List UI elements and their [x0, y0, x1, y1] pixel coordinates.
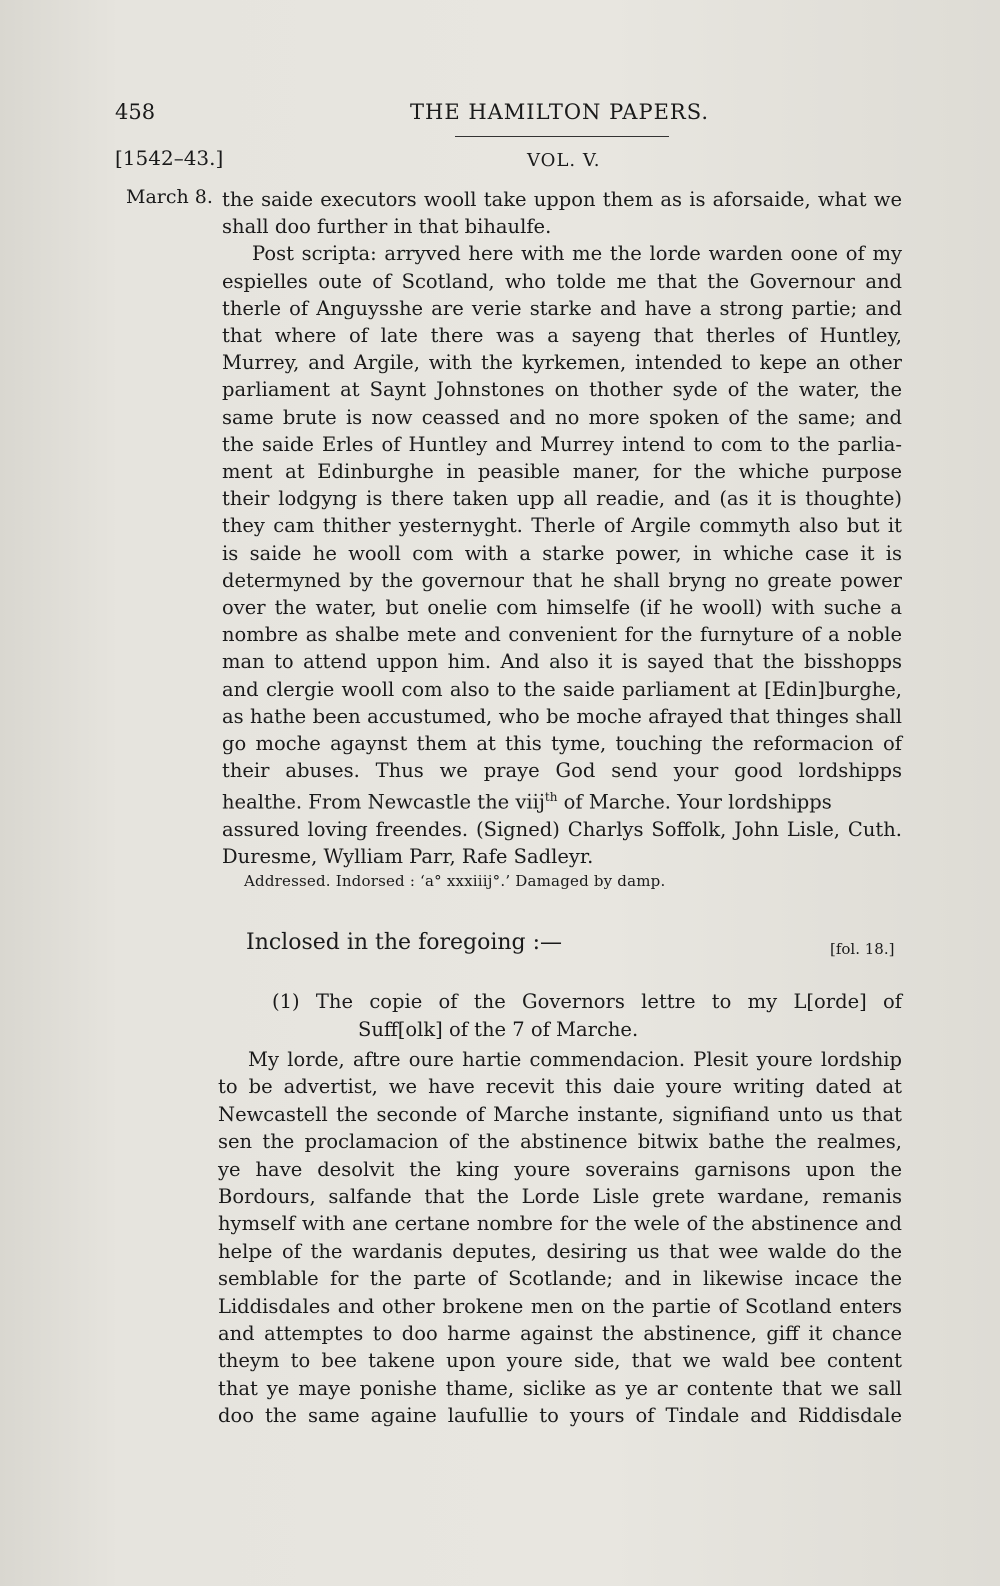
text-line: parliament at Saynt Johnstones on thother syde of the water, the: [222, 378, 902, 402]
text-line: they cam thither yesternyght. Therle of Argile commyth also but it: [222, 514, 902, 538]
text-line: sen the proclamacion of the abstinence bitwix bathe the realmes,: [218, 1130, 902, 1154]
text-line: that where of late there was a sayeng that therles of Huntley,: [222, 324, 902, 348]
margin-date: March 8.: [126, 186, 213, 208]
text-line: and clergie wooll com also to the saide parliament at [Edin]burghe,: [222, 677, 902, 701]
text-line: as hathe been accustumed, who be moche afrayed that thinges shall: [222, 704, 902, 728]
superscript: th: [544, 790, 558, 805]
text-line: Duresme, Wylliam Parr, Rafe Sadleyr.: [222, 845, 594, 869]
text-line: determyned by the governour that he shall bryng no greate power: [222, 568, 902, 592]
title-line: (1) The copie of the Governors lettre to my L[orde] of: [272, 990, 902, 1013]
text-line: doo the same againe laufullie to yours of Tindale and Riddisdale: [218, 1404, 902, 1428]
text-line: ment at Edinburghe in peasible maner, for the whiche purpose: [222, 460, 902, 484]
text-line: Post scripta: arryved here with me the lorde warden oone of my: [252, 242, 902, 266]
text-line: theym to bee takene upon youre side, that we wald bee content: [218, 1349, 902, 1373]
page-number: 458: [115, 100, 156, 124]
text-line: assured loving freendes. (Signed) Charlys Soffolk, John Lisle, Cuth.: [222, 818, 902, 842]
text-line: semblable for the parte of Scotlande; and in likewise incace the: [218, 1267, 902, 1291]
text-line: their lodgyng is there taken upp all readie, and (as it is thoughte): [222, 487, 902, 511]
text-fragment: of Marche. Your lordshipps: [557, 790, 832, 814]
text-line: is saide he wooll com with a starke power, in whiche case it is: [222, 541, 902, 565]
text-line: shall doo further in that bihaulfe.: [222, 215, 552, 239]
folio-reference: [fol. 18.]: [830, 940, 895, 958]
text-line: over the water, but onelie com himselfe (if he wooll) with suche a: [222, 596, 902, 620]
text-line: go moche agaynst them at this tyme, touching the reformacion of: [222, 732, 902, 756]
text-line: helpe of the wardanis deputes, desiring us that wee walde do the: [218, 1239, 902, 1263]
text-line: man to attend uppon him. And also it is sayed that the bisshopps: [222, 650, 902, 674]
enclosure-heading: Inclosed in the foregoing :—: [246, 930, 563, 955]
text-line: that ye maye ponishe thame, siclike as ye ar contente that we sall: [218, 1376, 902, 1400]
title-line: Suff[olk] of the 7 of Marche.: [358, 1018, 639, 1041]
text-line: ye have desolvit the king youre soverains garnisons upon the: [218, 1157, 902, 1181]
text-line: therle of Anguysshe are verie starke and have a strong partie; and: [222, 296, 902, 320]
enclosure-title: [272, 988, 902, 1044]
text-line: the saide Erles of Huntley and Murrey intend to com to the parlia-: [222, 432, 902, 456]
text-fragment: healthe. From Newcastle the viij: [222, 790, 545, 814]
text-line: their abuses. Thus we praye God send your good lordshipps: [222, 759, 902, 783]
text-line: Bordours, salfande that the Lorde Lisle grete wardane, remanis: [218, 1185, 902, 1209]
text-line: and attemptes to doo harme against the abstinence, giff it chance: [218, 1322, 902, 1346]
text-line: My lorde, aftre oure hartie commendacion. Plesit youre lordship: [248, 1048, 902, 1071]
text-line: hymself with ane certane nombre for the wele of the abstinence and: [218, 1212, 902, 1236]
date-range: [1542–43.]: [115, 146, 224, 170]
running-head: THE HAMILTON PAPERS.: [410, 100, 710, 124]
text-line: the saide executors wooll take uppon them as is aforsaide, what we: [222, 188, 902, 211]
volume-label: VOL. V.: [527, 150, 601, 171]
header-rule: [455, 136, 669, 137]
text-line: same brute is now ceassed and no more spoken of the same; and: [222, 405, 902, 429]
text-line-with-superscript: [222, 784, 902, 816]
text-line: Liddisdales and other brokene men on the partie of Scotland enters: [218, 1294, 902, 1318]
text-line: to be advertist, we have recevit this daie youre writing dated at: [218, 1075, 902, 1099]
text-line: nombre as shalbe mete and convenient for the furnyture of a noble: [222, 623, 902, 647]
text-line: espielles oute of Scotland, who tolde me that the Governour and: [222, 269, 902, 293]
text-line: Newcastell the seconde of Marche instante, signifiand unto us that: [218, 1102, 902, 1126]
endorsement-note: Addressed. Indorsed : ‘a° xxxiiij°.’ Damaged by damp.: [244, 872, 666, 890]
enclosure-body: [218, 1046, 902, 1430]
text-line: Murrey, and Argile, with the kyrkemen, intended to kepe an other: [222, 351, 902, 375]
letter-body: [222, 186, 902, 871]
